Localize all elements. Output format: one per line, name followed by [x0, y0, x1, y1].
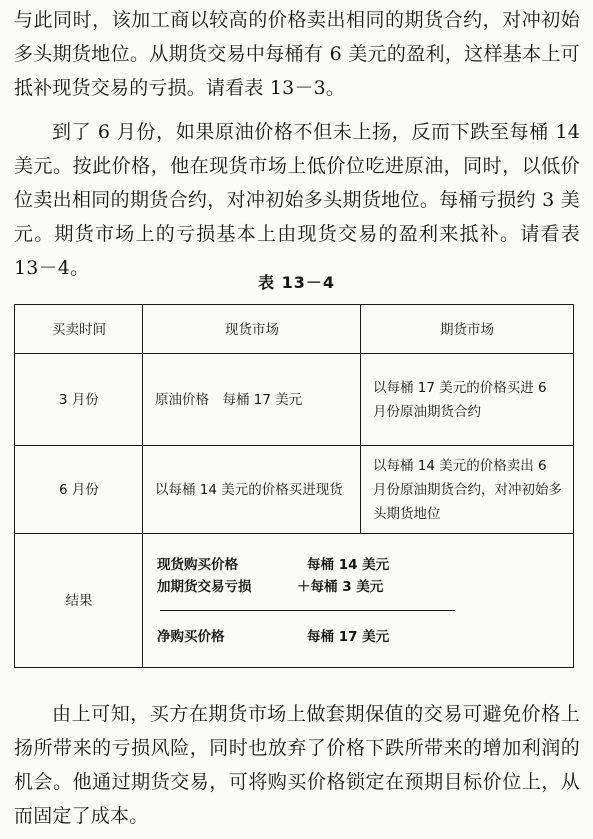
row-june-spot: 以每桶 14 美元的价格买进现货	[155, 482, 343, 498]
paragraph-2: 到了 6 月份，如果原油价格不但未上扬，反而下跌至每桶 14 美元。按此价格，他在现货市场上低价位吃进原油，同时，以低价位卖出相同的期货合约，对冲初始多头期货地位。每桶亏损约 3 美元。期货市场上的亏损基本上由现货交易的盈利来抵补。请看表 13－4。	[14, 121, 580, 279]
result-spot-price-label: 现货购买价格	[157, 557, 238, 573]
result-net-price-value: 每桶 17 美元	[307, 629, 390, 645]
result-futures-loss-label: 加期货交易亏损	[157, 579, 252, 595]
header-spot-market: 现货市场	[225, 321, 279, 338]
table-caption: 表 13－4	[258, 273, 335, 292]
row-march-time: 3 月份	[59, 392, 99, 408]
row-result-label: 结果	[65, 592, 93, 609]
paragraph-3: 由上可知，买方在期货市场上做套期保值的交易可避免价格上扬所带来的亏损风险，同时也放弃了价格下跌所带来的增加利润的机会。他通过期货交易，可将购买价格锁定在预期目标价位上，从而固定了成本。	[14, 703, 580, 827]
result-sum-line	[160, 610, 455, 611]
row-march-futures: 以每桶 17 美元的价格买进 6 月份原油期货合约	[373, 380, 547, 420]
hedging-table	[14, 304, 574, 668]
header-time: 买卖时间	[52, 321, 106, 338]
result-spot-price-value: 每桶 14 美元	[307, 557, 390, 573]
header-futures-market: 期货市场	[440, 321, 494, 338]
row-june-futures: 以每桶 14 美元的价格卖出 6 月份原油期货合约，对冲初始多头期货地位	[373, 458, 562, 522]
row-june-time: 6 月份	[59, 482, 99, 498]
result-futures-loss-value: ＋每桶 3 美元	[297, 579, 384, 595]
paragraph-1: 与此同时，该加工商以较高的价格卖出相同的期货合约，对冲初始多头期货地位。从期货交易中每桶有 6 美元的盈利，这样基本上可抵补现货交易的亏损。请看表 13－3。	[14, 9, 580, 99]
result-net-price-label: 净购买价格	[157, 629, 225, 645]
row-march-spot: 原油价格 每桶 17 美元	[155, 392, 303, 408]
